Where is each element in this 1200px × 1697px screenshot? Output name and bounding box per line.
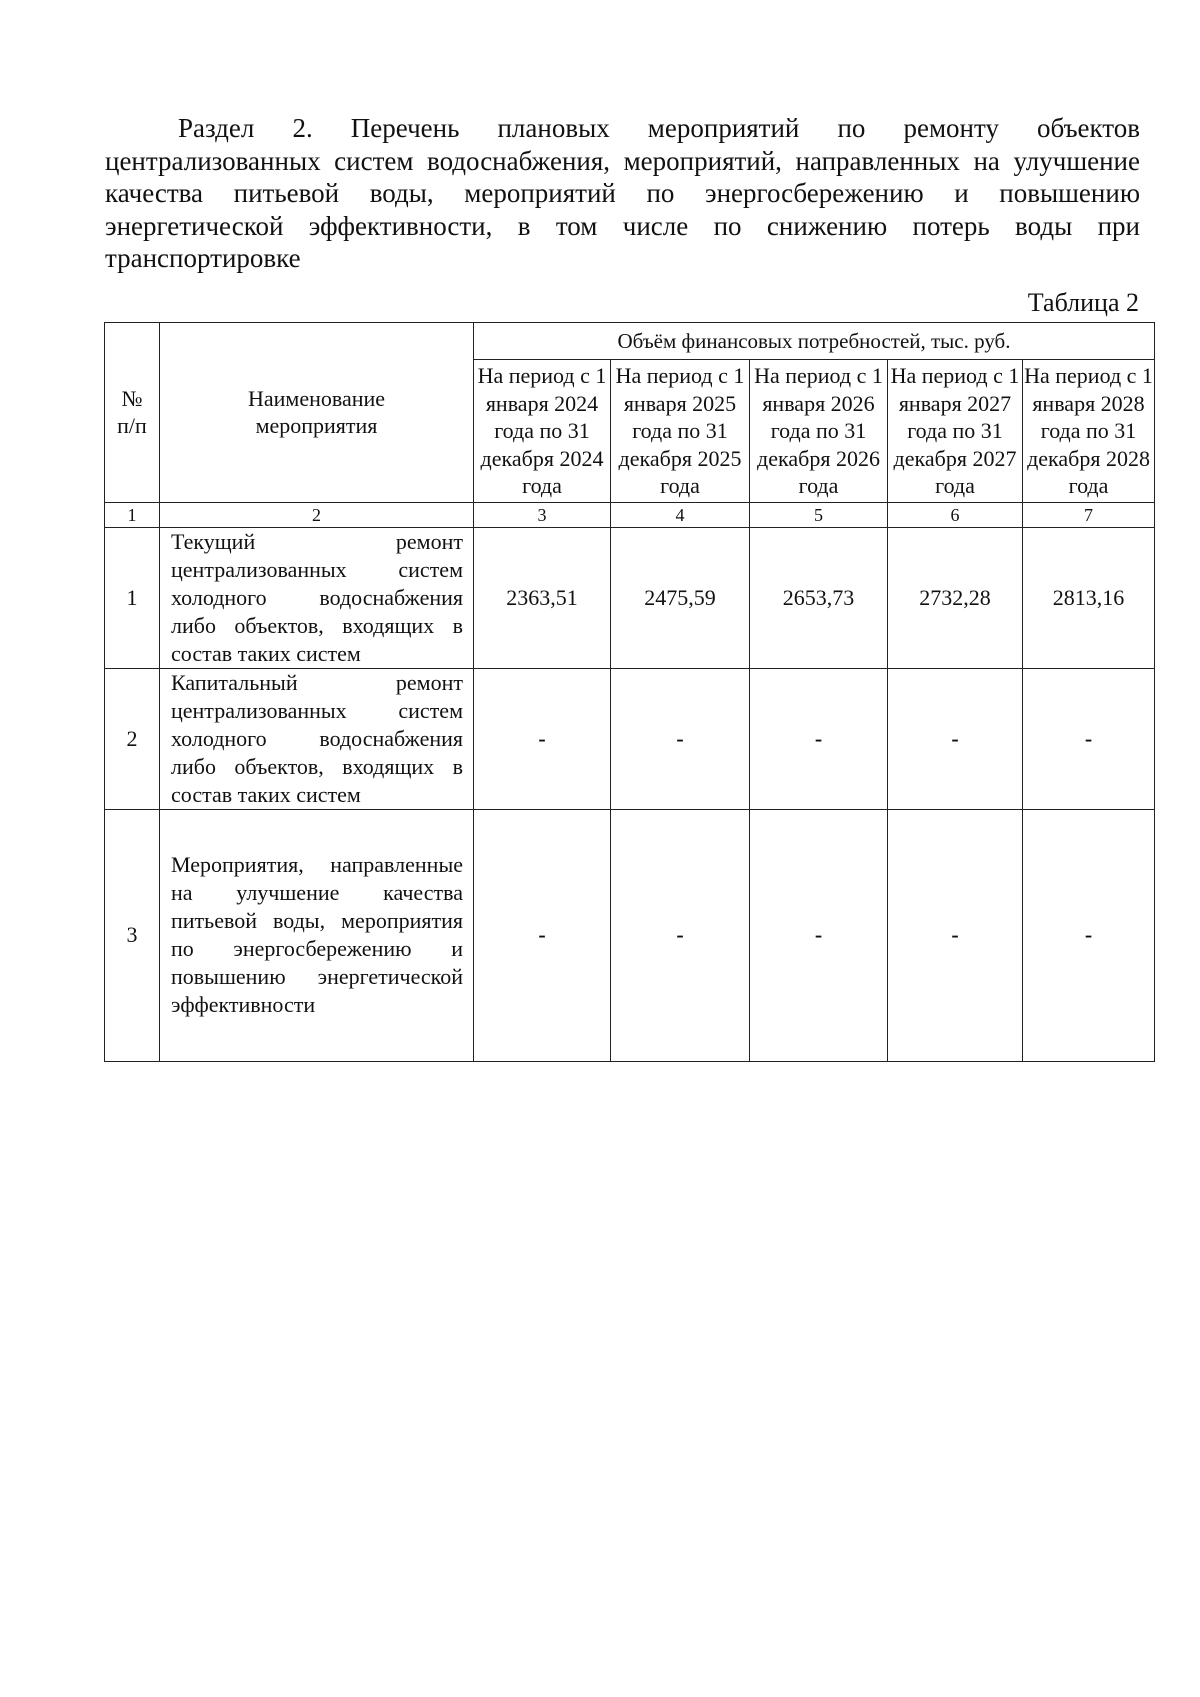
column-number: 1: [105, 502, 160, 527]
row-value: -: [611, 809, 750, 1061]
row-value: -: [474, 809, 611, 1061]
row-value: 2475,59: [611, 527, 750, 668]
row-value: 2363,51: [474, 527, 611, 668]
header-period-2026: На период с 1 января 2026 года по 31 декабря 2026 года: [750, 360, 888, 503]
row-name: Текущий ремонт централизованных систем холодного водоснабжения либо объектов, входящих в состав таких систем: [160, 527, 474, 668]
header-volume: Объём финансовых потребностей, тыс. руб.: [474, 323, 1155, 360]
financial-needs-table: [104, 322, 1155, 1062]
row-number: 3: [105, 809, 160, 1061]
column-numbers-row: [105, 502, 1155, 527]
column-number: 4: [611, 502, 750, 527]
header-period-2027: На период с 1 января 2027 года по 31 декабря 2027 года: [888, 360, 1023, 503]
row-value: -: [750, 809, 888, 1061]
header-period-2028: На период с 1 января 2028 года по 31 декабря 2028 года: [1023, 360, 1155, 503]
row-name: Капитальный ремонт централизованных систем холодного водоснабжения либо объектов, входящих в состав таких систем: [160, 668, 474, 809]
row-value: -: [474, 668, 611, 809]
column-number: 3: [474, 502, 611, 527]
column-number: 5: [750, 502, 888, 527]
column-number: 7: [1023, 502, 1155, 527]
header-period-2024: На период с 1 января 2024 года по 31 декабря 2024 года: [474, 360, 611, 503]
row-value: 2813,16: [1023, 527, 1155, 668]
row-value: -: [1023, 809, 1155, 1061]
row-value: 2732,28: [888, 527, 1023, 668]
row-number: 1: [105, 527, 160, 668]
row-value: -: [1023, 668, 1155, 809]
table-row: [105, 809, 1155, 1061]
row-value: 2653,73: [750, 527, 888, 668]
section-heading: Раздел 2. Перечень плановых мероприятий по ремонту объектов централизованных систем водоснабжения, мероприятий, направленных на улучшение качества питьевой воды, мероприятий по энергосбережению и повышению энергетической эффективности, в том числе по снижению потерь воды при транспортировке: [105, 113, 1140, 273]
table-header-row: [105, 323, 1155, 360]
row-number: 2: [105, 668, 160, 809]
row-name: Мероприятия, направленные на улучшение качества питьевой воды, мероприятия по энергосбережению и повышению энергетической эффективности: [160, 809, 474, 1061]
header-period-2025: На период с 1 января 2025 года по 31 декабря 2025 года: [611, 360, 750, 503]
row-value: -: [750, 668, 888, 809]
header-name: Наименование мероприятия: [160, 323, 474, 503]
row-value: -: [888, 668, 1023, 809]
table-caption: Таблица 2: [1027, 288, 1139, 317]
row-value: -: [611, 668, 750, 809]
row-value: -: [888, 809, 1023, 1061]
column-number: 6: [888, 502, 1023, 527]
table-row: [105, 527, 1155, 668]
header-num: № п/п: [105, 323, 160, 503]
column-number: 2: [160, 502, 474, 527]
table-row: [105, 668, 1155, 809]
